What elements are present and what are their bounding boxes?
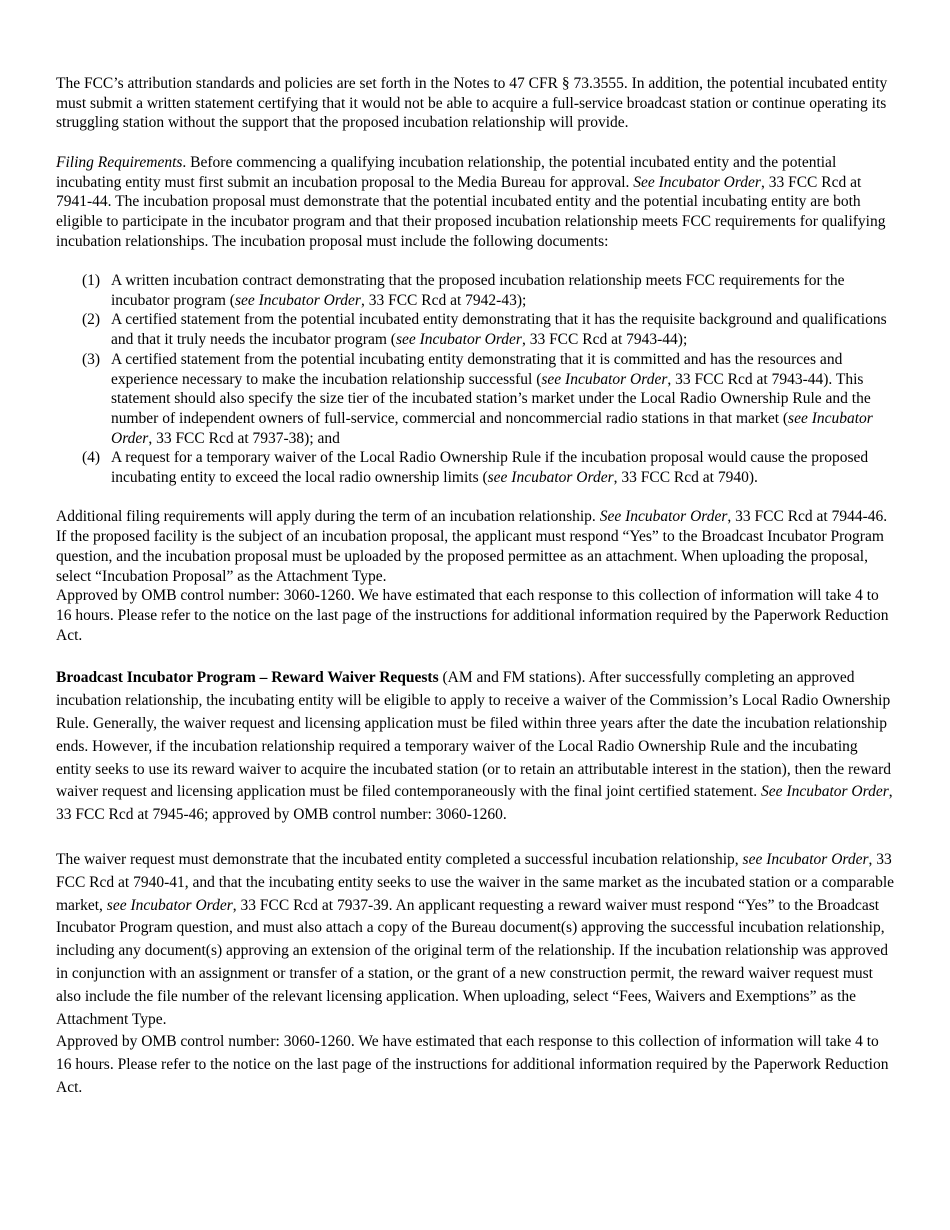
omb-notice: Approved by OMB control number: 3060-1260. We have estimated that each response to this collection of information will take 4 to 16 hours. Please refer to the notice on the last page of the instructions for additional information required by the Paperwork Reduction Act. — [56, 587, 889, 644]
waiver-request-paragraph: The waiver request must demonstrate that the incubated entity completed a successful incubation relationship, see Incubator Order, 33 FCC Rcd at 7940-41, and that the incubating entity seeks to use the waiver in the same market as the incubated station or a comparable market, see Incubator Order, 33 FCC Rcd at 7937-39. An applicant requesting a reward waiver must respond “Yes” to the Broadcast Incubator Program question, and must also attach a copy of the Bureau document(s) approving the successful incubation relationship, including any document(s) approving an extension of the original term of the relationship. If the incubation relationship was approved in conjunction with an assignment or transfer of a station, or the grant of a new construction permit, the reward waiver request must also include the file number of the relevant licensing application. When uploading, select “Fees, Waivers and Exemptions” as the Attachment Type. — [56, 850, 895, 1028]
reward-waiver-heading: Broadcast Incubator Program – Reward Waiver Requests — [56, 669, 439, 687]
citation: See Incubator Order — [599, 508, 728, 526]
citation: see Incubator Order — [742, 850, 869, 868]
list-item: (2) A certified statement from the potential incubated entity demonstrating that it has the requisite background and qualifications and that it truly needs the incubator program (see Incubator Order, 33 FCC Rcd at 7943-44); — [82, 311, 887, 349]
list-number: (2) — [82, 311, 101, 329]
attribution-paragraph — [56, 74, 896, 133]
additional-filing-paragraph: Additional filing requirements will apply during the term of an incubation relationship. See Incubator Order, 33 FCC Rcd at 7944-46. If the proposed facility is the subject of an incubation proposal, the applicant must respond “Yes” to the Broadcast Incubator Program question, and the incubation proposal must be uploaded by the proposed permittee as an attachment. When uploading the proposal, select “Incubation Proposal” as the Attachment Type. — [56, 508, 888, 585]
citation: See Incubator Order — [633, 173, 761, 191]
list-item: (4) A request for a temporary waiver of the Local Radio Ownership Rule if the incubation proposal would cause the proposed incubating entity to exceed the local radio ownership limits (see Incubator Order, 33 FCC Rcd at 7940). — [82, 449, 869, 487]
citation: see Incubator Order — [395, 331, 522, 349]
list-item: (3) A certified statement from the potential incubating entity demonstrating that it is committed and has the resources and experience necessary to make the incubation relationship successful (see Incubator Order, 33 FCC Rcd at 7943-44). This statement should also specify the size tier of the incubated station’s market under the Local Radio Ownership Rule and the number of independent owners of full-service, commercial and noncommercial radio stations in that market (see Incubator Order, 33 FCC Rcd at 7937-38); and — [82, 350, 873, 447]
list-number: (1) — [82, 272, 101, 289]
citation: See Incubator Order — [761, 783, 889, 801]
attribution-text: The FCC’s attribution standards and policies are set forth in the Notes to 47 CFR § 73.3555. In addition, the potential incubated entity must submit a written statement certifying that it would not be able to acquire a full-service broadcast station or continue operating its struggling station without the support that the proposed incubation relationship will provide. — [56, 75, 888, 132]
citation: see Incubator Order — [541, 370, 668, 388]
document-page — [56, 74, 896, 1100]
list-number: (4) — [82, 449, 101, 467]
required-documents-list — [56, 271, 896, 488]
list-number: (3) — [82, 350, 101, 368]
reward-waiver-paragraph: Broadcast Incubator Program – Reward Waiver Requests (AM and FM stations). After successfully completing an approved incubation relationship, the incubating entity will be eligible to apply to receive a waiver of the Commission’s Local Radio Ownership Rule. Generally, the waiver request and licensing application must be filed within three years after the date the incubation relationship ends. However, if the incubation relationship required a temporary waiver of the Local Radio Ownership Rule and the incubating entity seeks to use its reward waiver to acquire the incubated station (or to retain an attributable interest in the station), then the reward waiver request and licensing application must be filed contemporaneously with the final joint certified statement. See Incubator Order, 33 FCC Rcd at 7945-46; approved by OMB control number: 3060-1260. — [56, 669, 893, 824]
citation: see Incubator Order — [106, 896, 233, 914]
filing-requirements-heading: Filing Requirements — [56, 153, 183, 171]
citation: see Incubator Order — [234, 291, 361, 309]
citation: see Incubator Order — [111, 409, 873, 447]
citation: see Incubator Order — [487, 469, 614, 487]
filing-requirements-paragraph: Filing Requirements. Before commencing a qualifying incubation relationship, the potential incubated entity and the potential incubating entity must first submit an incubation proposal to the Media Bureau for approval. See Incubator Order, 33 FCC Rcd at 7941-44. The incubation proposal must demonstrate that the potential incubated entity and the potential incubating entity are both eligible to participate in the incubator program and that their proposed incubation relationship meets FCC requirements for qualifying incubation relationships. The incubation proposal must include the following documents: — [56, 153, 886, 250]
list-item: (1) A written incubation contract demonstrating that the proposed incubation relationship meets FCC requirements for the incubator program (see Incubator Order, 33 FCC Rcd at 7942-43); — [82, 272, 845, 309]
omb-notice: Approved by OMB control number: 3060-1260. We have estimated that each response to this collection of information will take 4 to 16 hours. Please refer to the notice on the last page of the instructions for additional information required by the Paperwork Reduction Act. — [56, 1033, 889, 1096]
